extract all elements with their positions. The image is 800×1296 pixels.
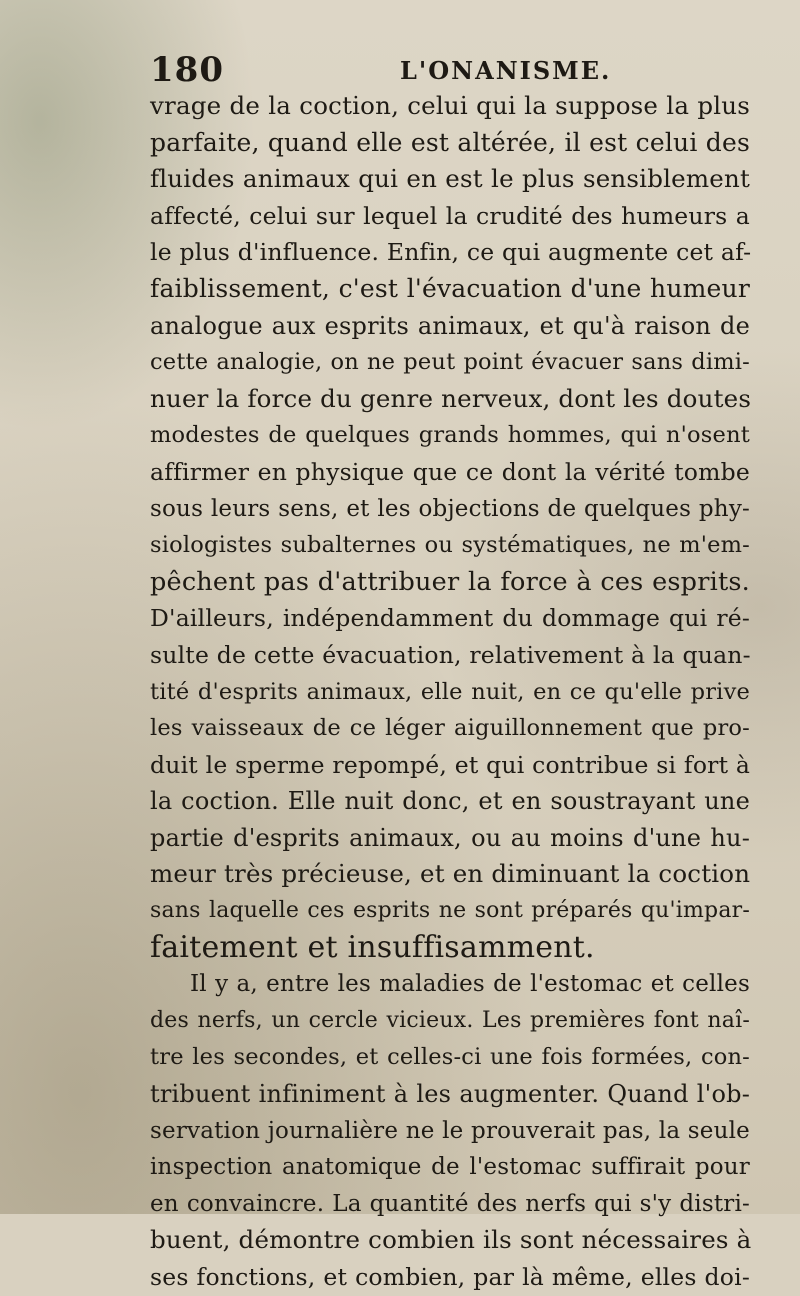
page-header <box>150 50 740 90</box>
text-line: tité d'esprits animaux, elle nuit, en ce qu'elle prive <box>150 678 750 705</box>
text-line: tribuent infiniment à les augmenter. Quand l'ob- <box>150 1080 750 1109</box>
body-text <box>150 88 750 1296</box>
text-line: les vaisseaux de ce léger aiguillonnement que pro- <box>150 715 750 742</box>
text-line: servation journalière ne le prouverait pas, la seule <box>150 1117 750 1144</box>
text-line: le plus d'influence. Enfin, ce qui augmente cet af- <box>150 238 752 267</box>
text-line: Il y a, entre les maladies de l'estomac et celles <box>190 971 750 998</box>
text-line: pêchent pas d'attribuer la force à ces esprits. <box>150 566 750 597</box>
text-line: affirmer en physique que ce dont la vérité tombe <box>150 457 750 486</box>
text-line: inspection anatomique de l'estomac suffirait pour <box>150 1154 750 1181</box>
text-line: tre les secondes, et celles-ci une fois formées, con- <box>150 1044 750 1071</box>
text-line: en convaincre. La quantité des nerfs qui s'y distri- <box>150 1190 750 1217</box>
text-line: sulte de cette évacuation, relativement à la quan- <box>150 640 751 669</box>
text-line: sans laquelle ces esprits ne sont préparés qu'impar- <box>150 898 750 924</box>
text-line: ses fonctions, et combien, par là même, elles doi- <box>150 1263 750 1291</box>
page-number: 180 <box>150 50 224 90</box>
text-line: duit le sperme repompé, et qui contribue si fort à <box>150 750 751 779</box>
text-line: affecté, celui sur lequel la crudité des humeurs a <box>150 201 750 230</box>
text-line: la coction. Elle nuit donc, et en soustrayant une <box>150 787 750 816</box>
text-line: faitement et insuffisamment. <box>150 929 595 965</box>
text-line: meur très précieuse, et en diminuant la coction <box>150 859 751 889</box>
text-line: fluides animaux qui en est le plus sensiblement <box>150 164 750 194</box>
text-line: siologistes subalternes ou systématiques, ne m'em- <box>150 532 750 559</box>
text-line: faiblissement, c'est l'évacuation d'une humeur <box>150 273 750 303</box>
text-line: parfaite, quand elle est altérée, il est celui des <box>150 127 750 157</box>
text-line: sous leurs sens, et les objections de quelques phy- <box>150 495 750 522</box>
text-line: D'ailleurs, indépendamment du dommage qui ré- <box>150 604 750 633</box>
text-line: vrage de la coction, celui qui la suppose la plus <box>150 91 750 120</box>
text-line: partie d'esprits animaux, ou au moins d'une hu- <box>150 823 750 852</box>
running-title: L'ONANISME. <box>400 56 612 85</box>
text-line: buent, démontre combien ils sont nécessaires à <box>150 1225 752 1255</box>
text-line: nuer la force du genre nerveux, dont les doutes <box>150 383 752 413</box>
text-line: des nerfs, un cercle vicieux. Les premières font naî- <box>150 1007 750 1033</box>
text-line: analogue aux esprits animaux, et qu'à raison de <box>150 311 750 340</box>
text-line: cette analogie, on ne peut point évacuer sans dimi- <box>150 349 750 376</box>
text-line: modestes de quelques grands hommes, qui n'osent <box>150 422 750 449</box>
